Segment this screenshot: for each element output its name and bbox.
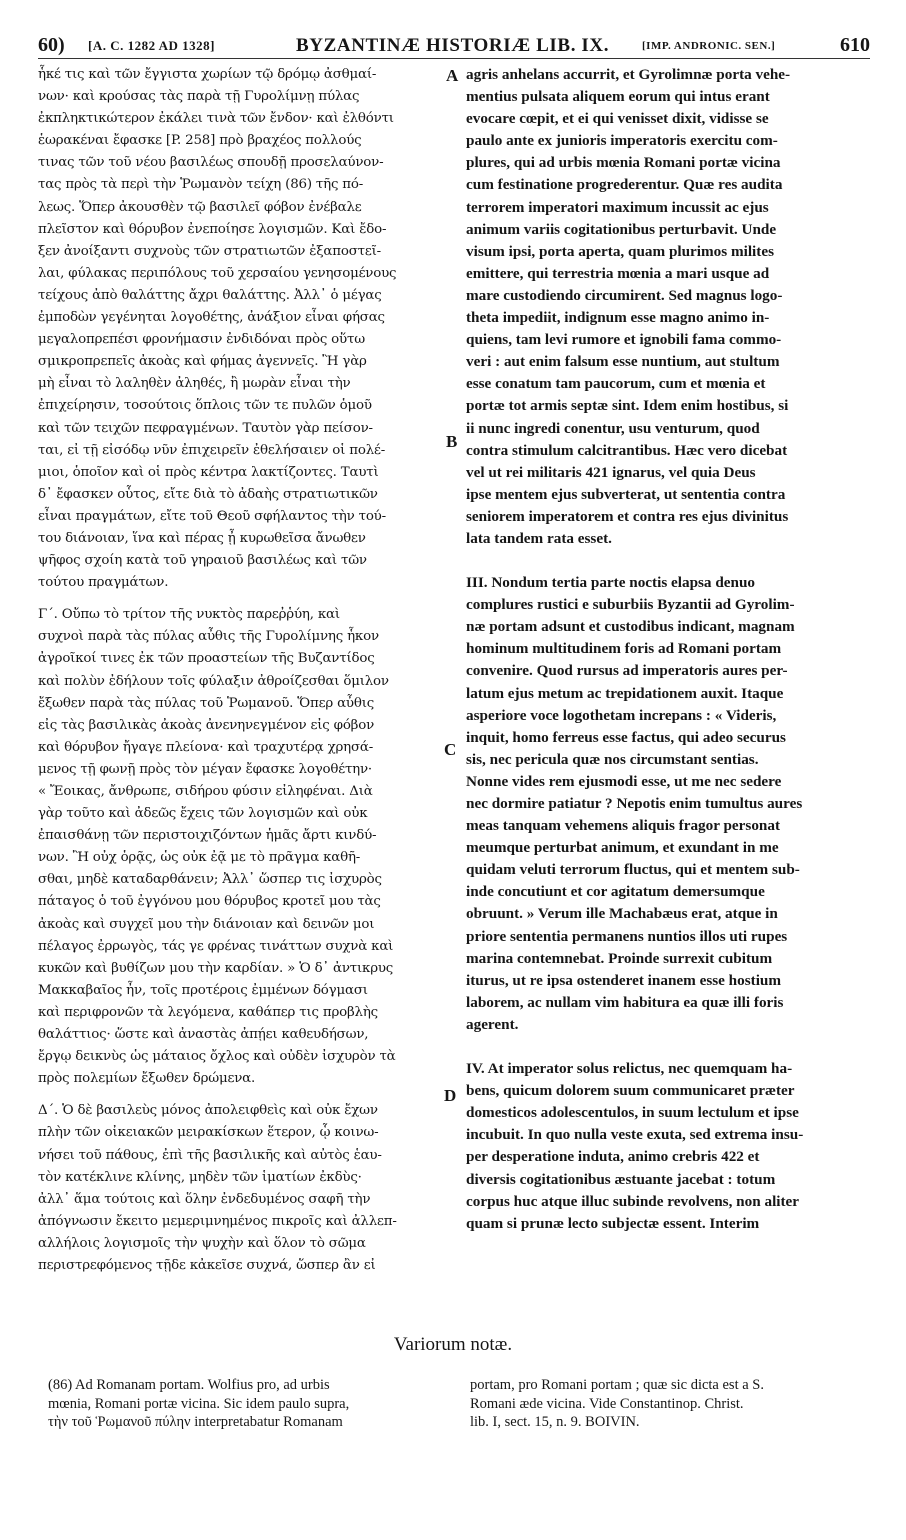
latin-column <box>466 64 870 1235</box>
book-title: BYZANTINÆ HISTORIÆ LIB. IX. <box>296 35 610 56</box>
running-head <box>38 34 870 59</box>
latin-paragraph: IV. At imperator solus relictus, nec quemquam ha- bens, quicum dolorem suum communicaret præter domesticos adolescentulos, in suum lectulum et ipse incubuit. In quo nulla veste exuta, sed extrema insu- per desperatione induta, animo crebris 422 et diversis cogitationibus æstuante jacebat : totum corpus huc atque illuc subinde revolvens, non aliter quam si prunæ lecto subjectæ essent. Interim <box>466 1060 804 1232</box>
greek-paragraph: Δ΄. Ὁ δὲ βασιλεὺς μόνος ἀπολειφθεὶς καὶ οὐκ ἔχων πλὴν τῶν οἰκειακῶν μειρακίσκων ἕτερον, ᾧ κοινω- νήσει τοῦ πάθους, ἐπὶ τῆς βασιλικῆς καὶ αὐτὸς ἑαυ- τὸν κατέκλινε κλίνης, μηδὲν τῶν ἱματίων ἐκδὺς· ἀλλ᾽ ἅμα τούτοις καὶ ὅλην ἐνδεδυμένος σαφῆ τὴν ἀπόγνωσιν ἔκειτο μεμεριμνημένος πικροῖς καὶ ἀλλεπ- αλλήλοις λογισμοῖς τὴν ψυχὴν καὶ ὅλον τὸ σῶμα περιστρεφόμενος τῇδε κἀκεῖσε συχνά, ὥσπερ ἂν εἰ <box>38 1103 397 1273</box>
margin-marker-c: C <box>444 740 457 759</box>
footnote-right: portam, pro Romani portam ; quæ sic dicta est a S. Romani æde vicina. Vide Constantinop. Christ. lib. I, sect. 15, n. 9. BOIVIN. <box>470 1377 764 1430</box>
page-number-left: 60) <box>38 34 65 56</box>
margin-marker-d: D <box>444 1086 457 1105</box>
greek-paragraph: ἧκέ τις καὶ τῶν ἔγγιστα χωρίων τῷ δρόμῳ ἀσθμαί- νων· καὶ κρούσας τὰς παρὰ τῇ Γυρολίμνῃ πύλας ἐκπληκτικώτερον ἐκάλει τινὰ τῶν ἔνδον· καὶ ἐλθόντι ἑωρακέναι ἔφασκε [P. 258] πρὸ βραχέος πολλούς τινας τῶν τοῦ νέου βασιλέως σπουδῇ προσελαύνον- τας πρὸς τὰ περὶ τὴν Ῥωμανὸν τείχη (86) τῆς πό- λεως. Ὅπερ ἀκουσθὲν τῷ βασιλεῖ φόβον ἐνέβαλε πλεῖστον καὶ θόρυβον ἐνεποίησε λογισμῶν. Καὶ ἔδο- ξεν ἀνοίξαντι συχνοὺς τῶν στρατιωτῶν ἐξαποστεῖ- λαι, φύλακας περιπόλους τοῦ χερσαίου γενησομένους τείχους ἀπὸ θαλάττης ἄχρι θαλάττης. Ἀλλ᾽ ὁ μέγας ἐμποδὼν γεγένηται λογοθέτης, ἀνάξιον εἶναι φήσας μεγαλοπρεπέσι φρονήμασιν ἐνδιδόναι πρὸς οὕτω σμικροπρεπεῖς ἀκοὰς καὶ φήμας ἀγεννεῖς. Ἢ γὰρ μὴ εἶναι τὸ λαληθὲν ἀληθές, ἢ μωρὰν εἶναι τὴν ἐπιχείρησιν, τοσούτοις ὅπλοις τῶν τε πυλῶν ὁμοῦ καὶ τῶν τειχῶν πεφραγμένων. Ταυτὸν γὰρ πείσον- ται, εἰ τῇ εἰσόδῳ νῦν ἐπιχειρεῖν ἐθελήσαιεν οἱ πολέ- μιοι, ὁποῖον καὶ οἱ πρὸς κέντρα λακτίζοντες. Ταυτὶ δ᾽ ἔφασκεν οὗτος, εἴτε διὰ τὸ ἀδαὴς στρατιωτικῶν εἶναι πραγμάτων, εἴτε τοῦ Θεοῦ σφήλαντος τὴν τού- του διάνοιαν, ἵνα καὶ πέρας ᾖ κυρωθεῖσα ἄνωθεν ψῆφος σχοίη κατὰ τοῦ γηραιοῦ βασιλέως καὶ τῶν τούτου πραγμάτων. <box>38 67 397 591</box>
margin-marker-a: A <box>446 66 459 85</box>
notes-heading: Variorum notæ. <box>393 1334 513 1355</box>
date-range: [A. C. 1282 AD 1328] <box>88 38 215 53</box>
greek-paragraph: Γ΄. Οὔπω τὸ τρίτον τῆς νυκτὸς παρεῤῥύη, καὶ συχνοὶ παρὰ τὰς πύλας αὖθις τῆς Γυρολίμνης ἧκον ἀγροῖκοί τινες ἐκ τῶν προαστείων τῆς Βυζαντίδος καὶ πολὺν ἐδήλουν τοῖς φύλαξιν ἀθροίζεσθαι ὅμιλον ἔξωθεν παρὰ τὰς πύλας τοῦ Ῥωμανοῦ. Ὅπερ αὖθις εἰς τὰς βασιλικὰς ἀκοὰς ἀνενηνεγμένον εἰς φόβον καὶ θόρυβον ἤγαγε πλείονα· καὶ τραχυτέρᾳ χρησά- μενος τῇ φωνῇ πρὸς τὸν μέγαν ἔφασκε λογοθέτην· « Ἔοικας, ἄνθρωπε, σιδήρου φύσιν εἰληφέναι. Διὰ γὰρ τοῦτο καὶ ἀδεῶς ἔχεις τῶν λογισμῶν καὶ οὐκ ἐπαισθάνῃ τῶν περιστοιχιζόντων ἡμᾶς ἄρτι κινδύ- νων. Ἢ οὐχ ὁρᾷς, ὡς οὐκ ἐᾷ με τὸ πρᾶγμα καθῆ- σθαι, μηδὲ καταδαρθάνειν; Ἀλλ᾽ ὥσπερ τις ἰσχυρὸς πάταγος ὁ τοῦ ἐγγόνου μου θόρυβος κροτεῖ μου τὰς ἀκοὰς καὶ συγχεῖ μου τὴν διάνοιαν καὶ δεινῶν μοι πέλαγος ἐρρωγὸς, τάς γε φρένας τινάττων συχνὰ καὶ κυκῶν καὶ βυθίζων μου τὴν καρδίαν. » Ὁ δ᾽ ἀντικρυς Μακκαβαῖος ἦν, τοῖς προτέροις ἐμμένων δόγμασι καὶ περιφρονῶν τὰ λεγόμενα, καθάπερ τις προβλὴς θαλάττιος· ὥστε καὶ ἀναστὰς ἀπῄει καθευδήσων, ἔργῳ δεικνὺς ὡς μάταιος ὄχλος καὶ οὐδὲν ἰσχυρὸν τὰ πρὸς πολεμίων ἔξωθεν δρώμενα. <box>38 607 396 1087</box>
greek-column <box>38 64 438 1277</box>
margin-marker-b: B <box>446 432 458 451</box>
latin-paragraph: III. Nondum tertia parte noctis elapsa denuo complures rustici e suburbiis Byzantii ad Gyrolim- næ portam adsunt et custodibus indicant, magnam hominum multitudinem foris ad Romani portam convenire. Quod rursus ad imperatoris aures per- latum ejus metum ac trepidationem auxit. Itaque asperiore voce logothetam increpans : « Videris, inquit, homo ferreus esse factus, qui adeo securus sis, nec pericula quæ nos circumstant sentias. Nonne vides rem ejusmodi esse, ut me nec sedere nec dormire patiatur ? Nepotis enim tumultus aures meas tanquam vehemens aliquis fragor personat meumque perturbat animum, et exundant in me quidam veluti terrorum fluctus, qui et mentem sub- inde concutiunt et cor agitatum demersumque obruunt. » Verum ille Machabæus erat, atque in priore sententia permanens nuntios illos uti rupes marina contemnebat. Proinde surrexit cubitum iturus, ut re ipsa ostenderet inanem esse hostium laborem, ac nullam vim habitura ea quæ illi foris agerent. <box>466 574 803 1033</box>
page-number-right: 610 <box>840 34 870 56</box>
emperor-label: [IMP. ANDRONIC. SEN.] <box>642 40 776 52</box>
latin-paragraph: agris anhelans accurrit, et Gyrolimnæ porta vehe- mentius pulsata aliquem eorum qui intus erant evocare cœpit, et ei qui venisset dixit, vidisse se paulo ante ex junioris imperatoris exercitu com- plures, qui ad urbis mœnia Romani portæ vicina cum festinatione progrederentur. Quæ res audita terrorem imperatori maximum incussit ac ejus animum variis cogitationibus perturbavit. Unde visum ipsi, porta aperta, quam plurimos milites emittere, qui terrestria mœnia a mari usque ad mare custodiendo circumirent. Sed magnus logo- theta impediit, indignum esse magno animo in- quiens, tam levi rumore et ignobili fama commo- veri : aut enim falsum esse nuntium, aut stultum esse conatum tam paucorum, cum et mœnia et portæ tot armis septæ sint. Idem enim hostibus, si ii nunc ingredi conentur, usu venturum, quod contra stimulum calcitrantibus. Hæc vero dicebat vel ut rei militaris 421 ignarus, vel quia Deus ipse mentem ejus subverterat, ut sententia contra seniorem imperatorem et contra res ejus divinitus lata tandem rata esset. <box>466 66 791 547</box>
footnote-left: (86) Ad Romanam portam. Wolfius pro, ad urbis mœnia, Romani portæ vicina. Sic idem paulo supra, τὴν τοῦ Ῥωμανοῦ πύλην interpretabatur Romanam <box>48 1377 350 1430</box>
